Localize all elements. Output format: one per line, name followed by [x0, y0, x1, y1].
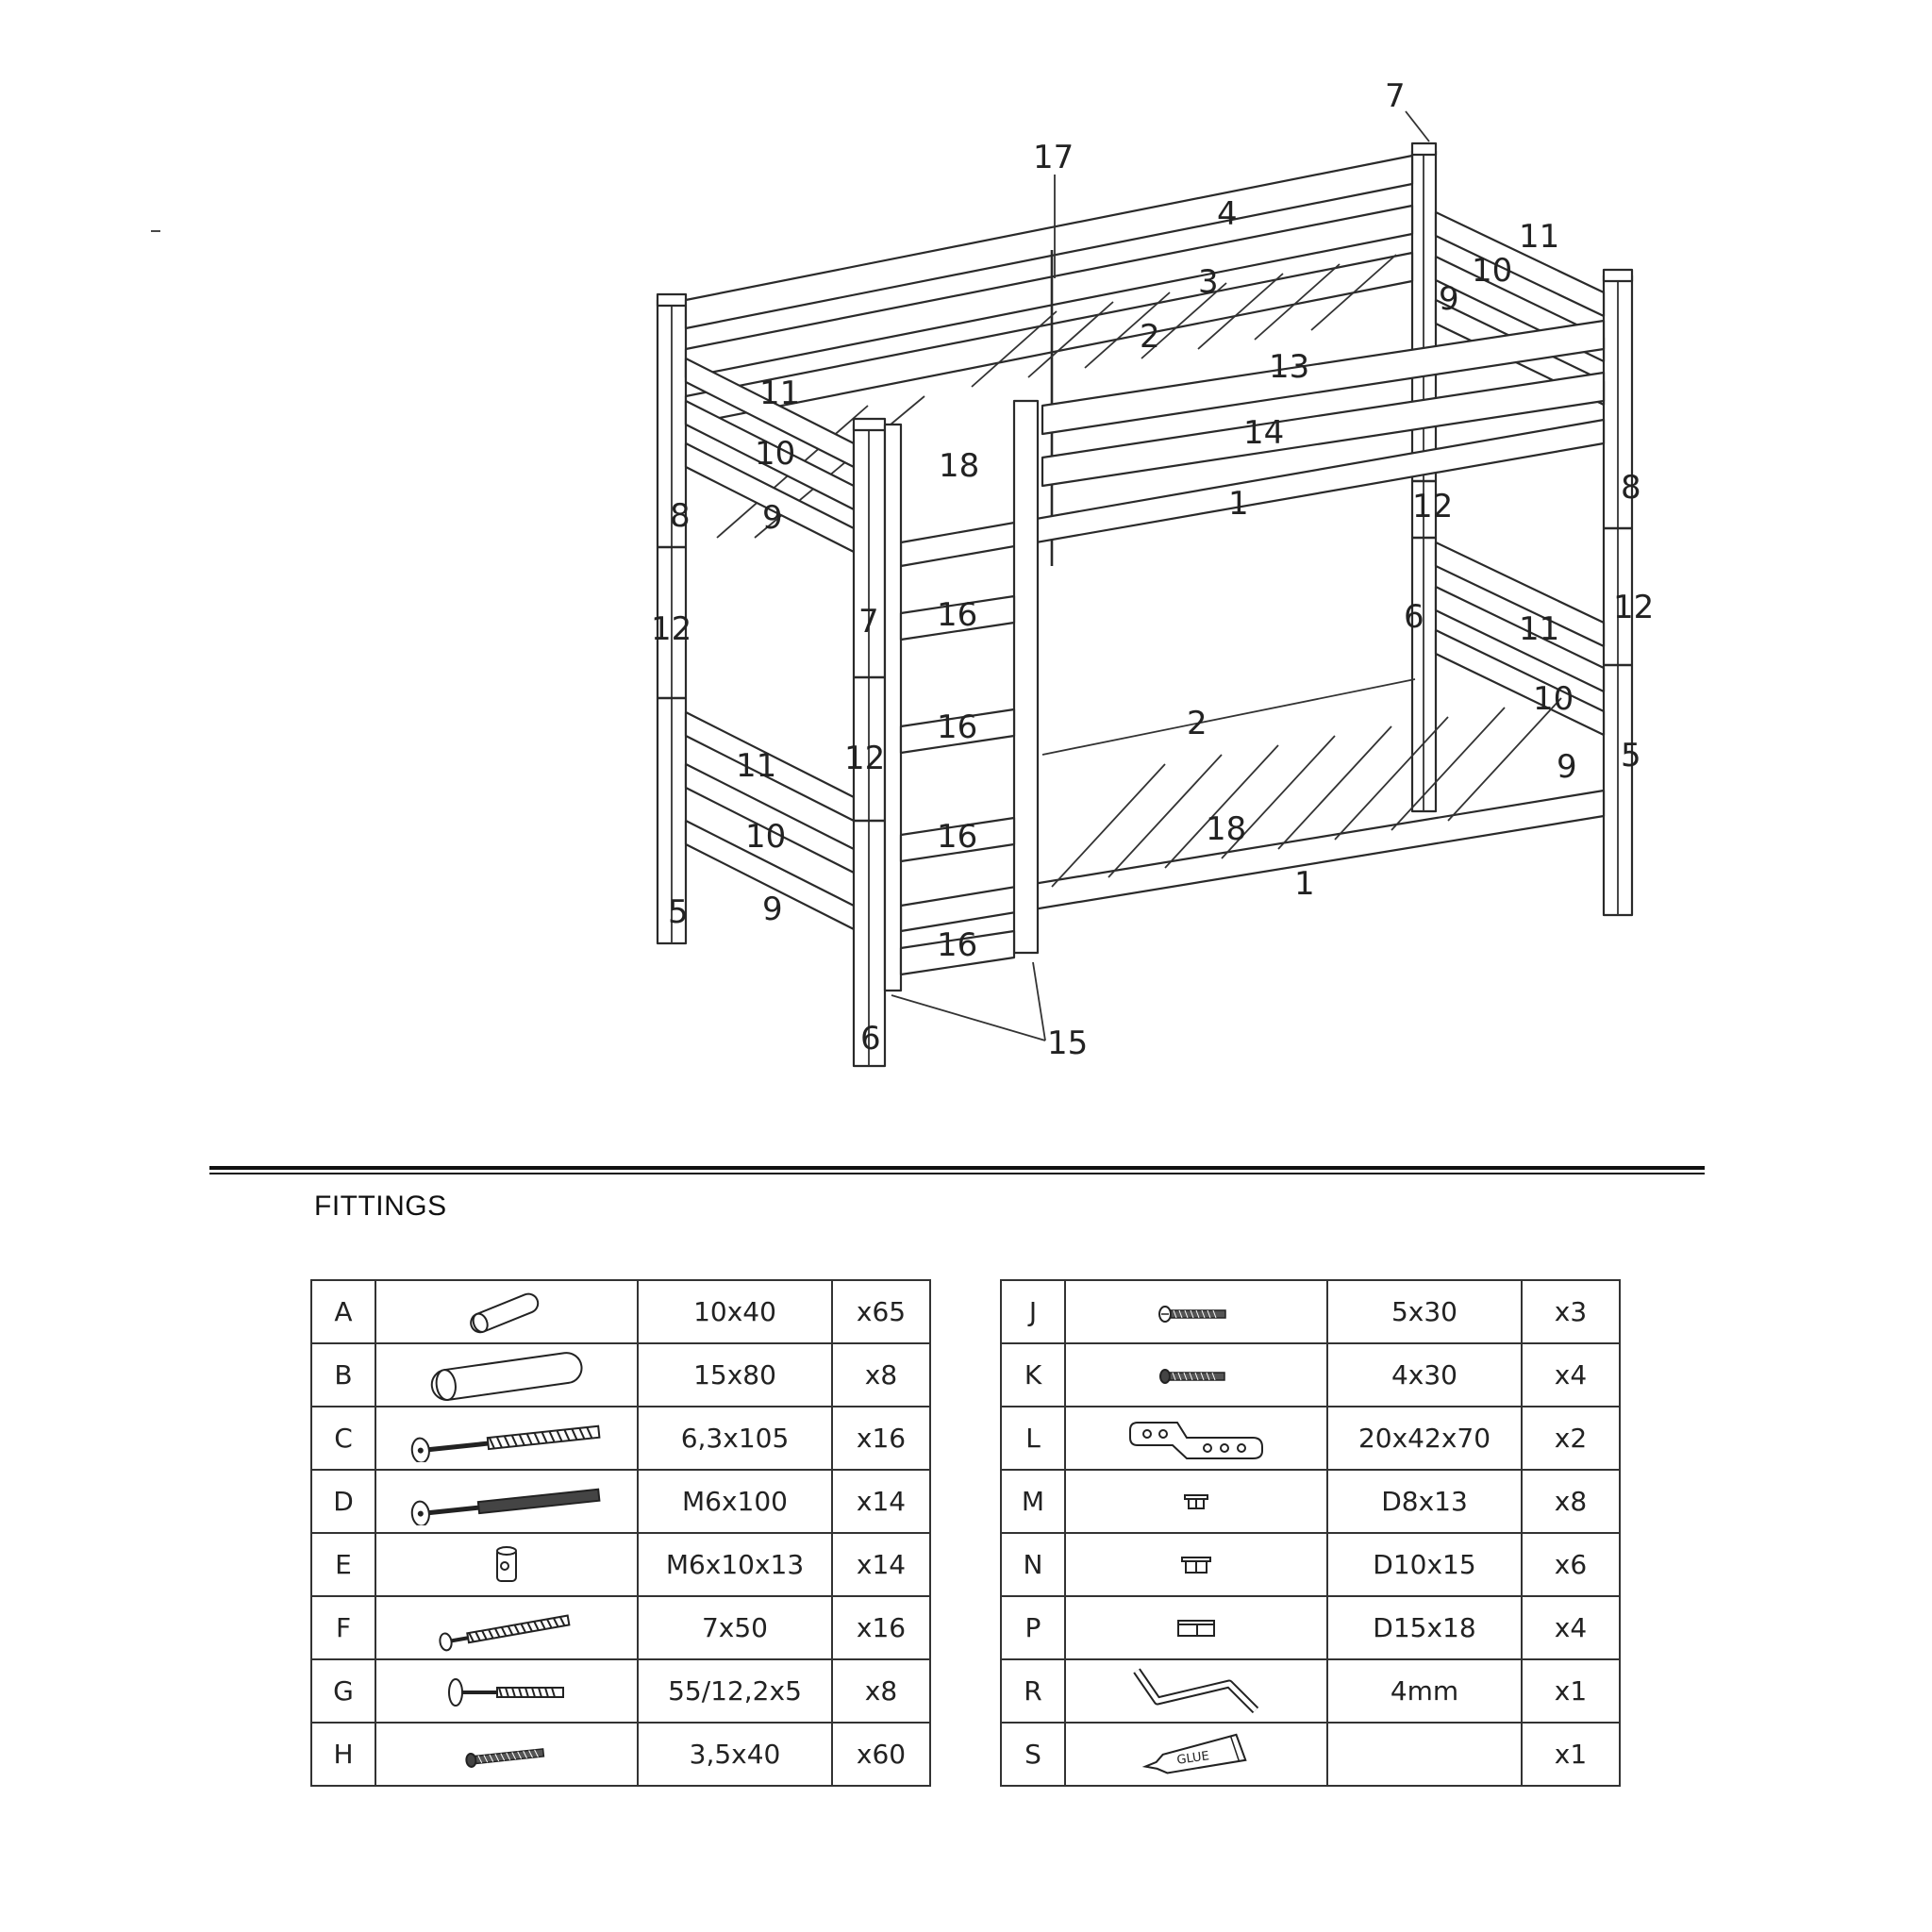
part-label-1-top: 1 [1228, 485, 1249, 523]
leader-15a [891, 995, 1045, 1041]
part-label-11-right-top: 11 [1519, 218, 1560, 256]
part-label-7-top: 7 [1385, 77, 1406, 115]
barrel-nut-icon [488, 1541, 525, 1589]
part-label-17: 17 [1033, 139, 1074, 176]
fitting-qty: x6 [1522, 1533, 1620, 1596]
part-label-2-top: 2 [1140, 318, 1160, 356]
part-label-8-right: 8 [1621, 469, 1641, 507]
cap-icon [1173, 1614, 1220, 1642]
fitting-row [311, 1596, 930, 1659]
fitting-row [311, 1659, 930, 1723]
long-screw-icon [403, 1415, 610, 1462]
part-label-11-right-low: 11 [1519, 610, 1560, 648]
leader-15b [1033, 962, 1045, 1041]
leader-7 [1406, 111, 1429, 142]
fitting-qty: x16 [832, 1407, 930, 1470]
part-label-5-right: 5 [1621, 737, 1641, 774]
fittings-heading: FITTINGS [314, 1191, 447, 1222]
fitting-row [1001, 1407, 1620, 1470]
fitting-qty: x4 [1522, 1343, 1620, 1407]
part-label-14: 14 [1243, 414, 1285, 452]
part-label-9-left-top: 9 [762, 499, 783, 537]
fitting-qty: x3 [1522, 1280, 1620, 1343]
part-label-16-a: 16 [937, 596, 978, 634]
part-label-16-b: 16 [937, 708, 978, 746]
part-label-9-left-low: 9 [762, 891, 783, 928]
fitting-row [1001, 1596, 1620, 1659]
dowel-icon [455, 1284, 558, 1341]
part-label-1-low: 1 [1294, 865, 1315, 903]
part-label-16-c: 16 [937, 818, 978, 856]
fitting-row [311, 1280, 930, 1343]
fitting-qty: x8 [1522, 1470, 1620, 1533]
fitting-row [311, 1533, 930, 1596]
fitting-row [311, 1407, 930, 1470]
fitting-row [1001, 1470, 1620, 1533]
fitting-size: M6x10x13 [638, 1533, 832, 1596]
glue-tube-icon [1135, 1731, 1257, 1778]
part-label-4: 4 [1217, 195, 1238, 233]
part-label-5-left: 5 [668, 893, 689, 931]
fittings-table-left [310, 1279, 931, 1787]
fitting-qty: x8 [832, 1659, 930, 1723]
fitting-letter: C [311, 1407, 375, 1470]
fitting-size: D8x13 [1327, 1470, 1522, 1533]
part-label-12-left: 12 [651, 610, 692, 648]
fitting-row [311, 1470, 930, 1533]
fitting-qty: x4 [1522, 1596, 1620, 1659]
glue-label: GLUE [1175, 1748, 1210, 1768]
fitting-letter: L [1001, 1407, 1065, 1470]
fitting-row [1001, 1280, 1620, 1343]
part-label-8-left: 8 [670, 497, 691, 535]
fitting-size: D10x15 [1327, 1533, 1522, 1596]
fitting-letter: H [311, 1723, 375, 1786]
fitting-qty: x60 [832, 1723, 930, 1786]
fitting-qty: x16 [832, 1596, 930, 1659]
fitting-size: 7x50 [638, 1596, 832, 1659]
fitting-qty: x8 [832, 1343, 930, 1407]
fitting-letter: J [1001, 1280, 1065, 1343]
section-divider [209, 1166, 1705, 1170]
fitting-letter: G [311, 1659, 375, 1723]
bolt-icon [403, 1478, 610, 1525]
part-label-10-left-low: 10 [745, 818, 787, 856]
part-label-15: 15 [1047, 1024, 1089, 1062]
fitting-size: 10x40 [638, 1280, 832, 1343]
part-label-2-low: 2 [1187, 705, 1208, 742]
fitting-letter: S [1001, 1723, 1065, 1786]
fitting-size: 55/12,2x5 [638, 1659, 832, 1723]
fitting-row [1001, 1723, 1620, 1786]
part-label-10-left-top: 10 [755, 435, 796, 473]
fitting-letter: E [311, 1533, 375, 1596]
fitting-letter: R [1001, 1659, 1065, 1723]
small-screw-icon [459, 1736, 554, 1774]
fitting-size: 4x30 [1327, 1343, 1522, 1407]
wood-screw-icon [431, 1605, 582, 1652]
back-right-post [1412, 143, 1436, 811]
washer-screw-icon [441, 1668, 573, 1715]
part-label-6-back: 6 [1404, 598, 1424, 636]
fitting-row [1001, 1659, 1620, 1723]
part-label-12-right: 12 [1613, 589, 1655, 626]
part-label-12-front: 12 [844, 740, 886, 777]
fitting-size: M6x100 [638, 1470, 832, 1533]
fitting-size: 4mm [1327, 1659, 1522, 1723]
small-screw-icon [1154, 1357, 1239, 1394]
angle-bracket-icon [1121, 1411, 1272, 1466]
fitting-row [1001, 1343, 1620, 1407]
cap-icon [1179, 1488, 1213, 1516]
fitting-letter: A [311, 1280, 375, 1343]
fitting-size: 6,3x105 [638, 1407, 832, 1470]
part-label-9-right-low: 9 [1557, 748, 1577, 786]
screw-icon [1154, 1293, 1239, 1331]
fitting-letter: D [311, 1470, 375, 1533]
fitting-qty: x1 [1522, 1723, 1620, 1786]
fitting-qty: x14 [832, 1533, 930, 1596]
fitting-qty: x14 [832, 1470, 930, 1533]
front-rail-lower [901, 791, 1604, 931]
part-label-6-front: 6 [860, 1020, 881, 1058]
fitting-letter: B [311, 1343, 375, 1407]
cap-icon [1177, 1551, 1215, 1579]
fitting-qty: x2 [1522, 1407, 1620, 1470]
fitting-qty: x65 [832, 1280, 930, 1343]
large-dowel-icon [417, 1347, 596, 1404]
fitting-size [1327, 1723, 1522, 1786]
part-label-11-left-top: 11 [759, 375, 801, 412]
part-label-13: 13 [1269, 348, 1310, 386]
section-divider-thin [209, 1173, 1705, 1174]
fitting-size: 3,5x40 [638, 1723, 832, 1786]
fitting-letter: F [311, 1596, 375, 1659]
part-label-10-right-top: 10 [1472, 252, 1513, 290]
fitting-row [1001, 1533, 1620, 1596]
part-label-10-right-low: 10 [1533, 680, 1574, 718]
fitting-letter: K [1001, 1343, 1065, 1407]
part-label-11-left-low: 11 [736, 747, 777, 785]
part-label-3: 3 [1198, 263, 1219, 301]
fitting-row [311, 1343, 930, 1407]
allen-key-icon [1125, 1663, 1267, 1720]
part-label-18-top: 18 [939, 447, 980, 485]
part-label-18-low: 18 [1206, 810, 1247, 848]
fitting-letter: P [1001, 1596, 1065, 1659]
fitting-size: D15x18 [1327, 1596, 1522, 1659]
fitting-letter: M [1001, 1470, 1065, 1533]
part-label-12-back: 12 [1412, 488, 1454, 525]
part-label-16-d: 16 [937, 926, 978, 964]
fittings-table-right [1000, 1279, 1621, 1787]
part-label-7-front: 7 [858, 603, 879, 641]
fitting-size: 20x42x70 [1327, 1407, 1522, 1470]
fitting-size: 5x30 [1327, 1280, 1522, 1343]
fitting-qty: x1 [1522, 1659, 1620, 1723]
fitting-size: 15x80 [638, 1343, 832, 1407]
part-label-9-right-top: 9 [1439, 280, 1459, 318]
fitting-row [311, 1723, 930, 1786]
fitting-letter: N [1001, 1533, 1065, 1596]
